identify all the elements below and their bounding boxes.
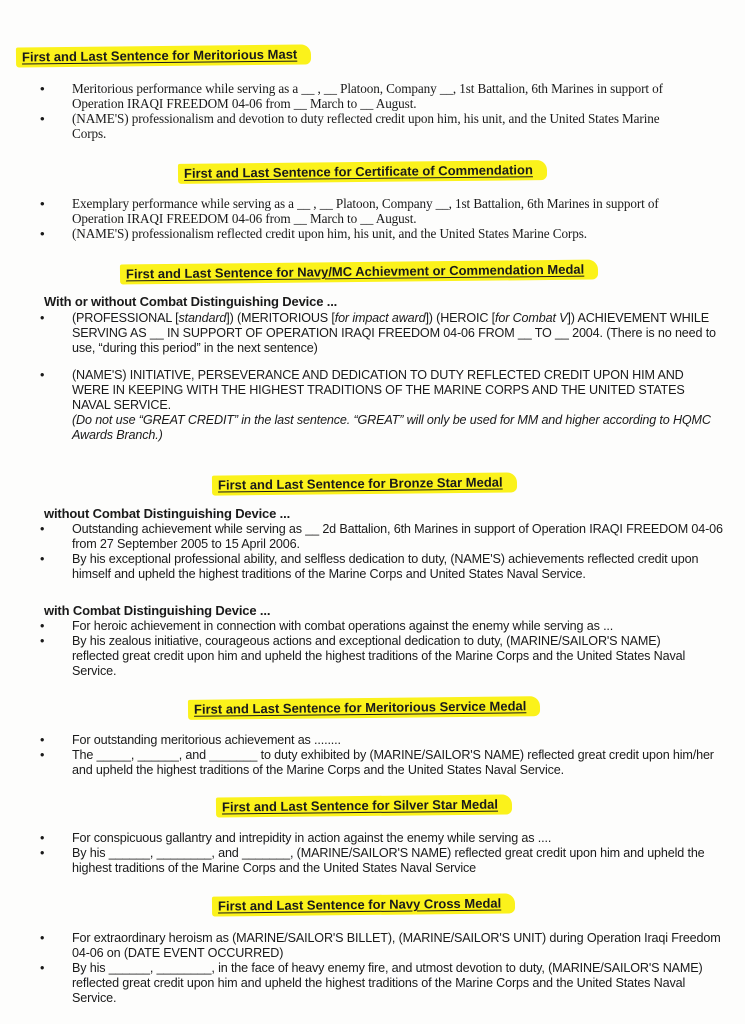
heading-text: First and Last Sentence for Navy/MC Achievment or Commendation Medal: [125, 261, 585, 282]
silver-star-list: [36, 831, 716, 876]
section-heading-bronze-star-medal: [212, 472, 517, 495]
list-item: • By his ______, ________, and _______, (MARINE/SAILOR'S NAME) reflected great credit upon him and upheld the highest traditions of the Marine Corps and the United States Naval Service: [36, 846, 716, 876]
list-item: • The _____, ______, and _______ to duty exhibited by (MARINE/SAILOR'S NAME) reflected great credit upon him/her and upheld the highest traditions of the Marine Corps and the United States Naval Service.: [36, 748, 726, 778]
subheading-with-or-without-combat-v: With or without Combat Distinguishing Device ...: [44, 294, 338, 309]
text: ]) ACHIEVEMENT WHILE SERVING AS __ IN SUPPORT OF OPERATION IRAQI FREEDOM 04-06 FROM __ TO __ 2004. (There is no need to use, “during this period” in the next sentence): [72, 311, 716, 355]
list-item: • (NAME'S) professionalism reflected credit upon him, his unit, and the United States Marine Corps.: [36, 226, 696, 241]
heading-text: First and Last Sentence for Meritorious Service Medal: [193, 698, 527, 717]
list-item: • For extraordinary heroism as (MARINE/SAILOR'S BILLET), (MARINE/SAILOR'S UNIT) during Operation Iraqi Freedom 04-06 on (DATE EVENT OCCURRED): [36, 931, 726, 961]
list-item: • Meritorious performance while serving as a __ , __ Platoon, Company __, 1st Battalion, 6th Marines in support of Operation IRAQI FREEDOM 04-06 from __ March to __ August.: [36, 81, 696, 111]
subheading-with-combat-v: with Combat Distinguishing Device ...: [44, 603, 271, 618]
list-item: • By his exceptional professional ability, and selfless dedication to duty, (NAME'S) achievements reflected credit upon himself and upheld the highest traditions of the Marine Corps and United States Naval Service.: [36, 552, 726, 582]
list-item: • By his ______, ________, in the face of heavy enemy fire, and utmost devotion to duty, (MARINE/SAILOR'S NAME) reflected great credit upon him and upheld the highest traditions of the Marine Corps and the United States Naval Service.: [36, 961, 726, 1006]
list-item: • For outstanding meritorious achievement as ........: [36, 733, 726, 748]
list-item: • Outstanding achievement while serving as __ 2d Battalion, 6th Marines in support of Operation IRAQI FREEDOM 04-06 from 27 September 2005 to 15 April 2006.: [36, 522, 726, 552]
list-item: [36, 368, 716, 443]
text-italic: for Combat V: [495, 311, 568, 325]
heading-text: First and Last Sentence for Silver Star Medal: [221, 796, 499, 815]
meritorious-service-list: [36, 733, 726, 778]
navy-cross-list: [36, 931, 726, 1006]
heading-text: First and Last Sentence for Meritorious Mast: [21, 46, 298, 65]
list-item: • For conspicuous gallantry and intrepidity in action against the enemy while serving as ....: [36, 831, 716, 846]
bronze-star-without-list: [36, 522, 726, 582]
text: ]) (MERITORIOUS [: [226, 311, 335, 325]
section-heading-achievement-commendation-medal: [120, 259, 598, 284]
heading-text: First and Last Sentence for Navy Cross Medal: [217, 895, 502, 914]
subheading-without-combat-v: without Combat Distinguishing Device ...: [44, 506, 291, 521]
certificate-list: [36, 196, 696, 241]
note-text: (Do not use “GREAT CREDIT” in the last sentence. “GREAT” will only be used for MM and higher according to HQMC Awards Branch.): [72, 413, 711, 442]
text: (NAME'S) INITIATIVE, PERSEVERANCE AND DEDICATION TO DUTY REFLECTED CREDIT UPON HIM AND WERE IN KEEPING WITH THE HIGHEST TRADITIONS OF THE MARINE CORPS AND THE UNITED STATES NAVAL SERVICE.: [72, 368, 685, 412]
text-italic: for impact award: [334, 311, 426, 325]
section-heading-certificate-of-commendation: [178, 160, 547, 184]
heading-text: First and Last Sentence for Bronze Star Medal: [217, 474, 503, 493]
heading-text: First and Last Sentence for Certificate of Commendation: [183, 162, 533, 181]
bronze-star-with-list: [36, 619, 696, 679]
list-item: • For heroic achievement in connection with combat operations against the enemy while serving as ...: [36, 619, 696, 634]
section-heading-meritorious-service-medal: [188, 696, 541, 720]
section-heading-navy-cross-medal: [212, 893, 515, 916]
list-item: [36, 311, 716, 356]
list-item: • (NAME'S) professionalism and devotion to duty reflected credit upon him, his unit, and the United States Marine Corps.: [36, 111, 696, 141]
list-item: • By his zealous initiative, courageous actions and exceptional dedication to duty, (MARINE/SAILOR'S NAME) reflected great credit upon him and upheld the highest traditions of the Marine Corps and the United States Naval Service.: [36, 634, 696, 679]
meritorious-mast-list: [36, 81, 696, 141]
section-heading-silver-star-medal: [216, 794, 512, 817]
text: (PROFESSIONAL [: [72, 311, 179, 325]
achievement-medal-list: [36, 311, 716, 443]
section-heading-meritorious-mast: [16, 44, 311, 67]
text: ]) (HEROIC [: [425, 311, 496, 325]
text-italic: standard: [178, 311, 227, 325]
list-item: • Exemplary performance while serving as a __ , __ Platoon, Company __, 1st Battalion, 6th Marines in support of Operation IRAQI FREEDOM 04-06 from __ March to __ August.: [36, 196, 696, 226]
